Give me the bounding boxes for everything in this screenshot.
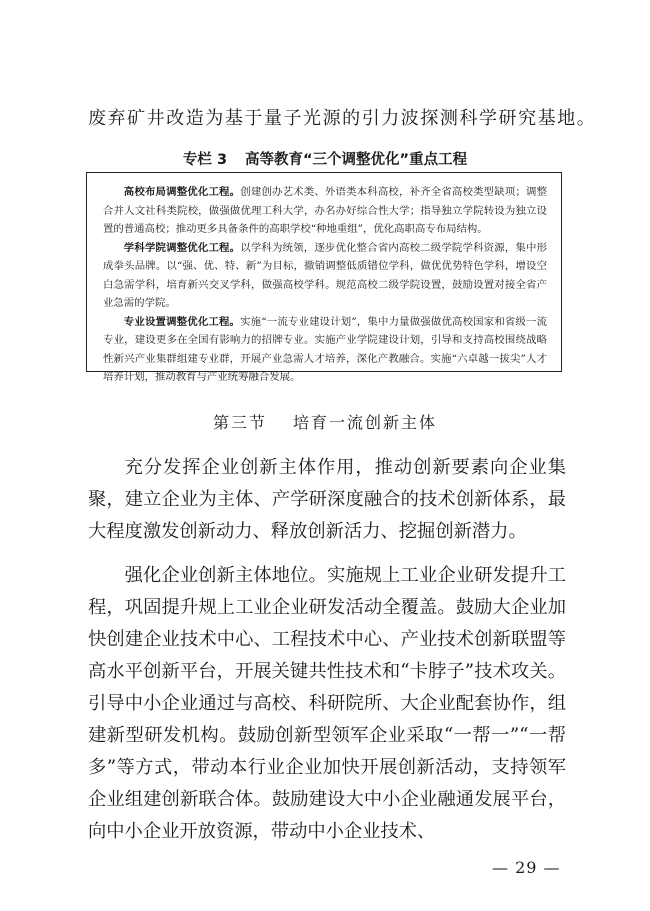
- section-title: 培育一流创新主体: [293, 413, 438, 432]
- box-item: [103, 183, 547, 239]
- box-label: 专栏 3: [182, 152, 228, 168]
- page-number: — 29 —: [492, 858, 561, 877]
- box-item-heading: 专业设置调整优化工程。: [123, 315, 241, 328]
- box-title: [0, 148, 650, 169]
- box-item-text: 创建创办艺术类、外语类本科高校，补齐全省高校类型缺项；调整合并人文社科类院校，做强做优理工科大学，办名办好综合性大学；指导独立学院转设为独立设置的普通高校；推动更多具备条件的高职学校“种地重组”，优化高职高专布局结构。: [103, 186, 548, 235]
- section-number: 第三节: [212, 413, 267, 432]
- box-item-heading: 学科学院调整优化工程。: [123, 241, 241, 254]
- body-text: [88, 452, 566, 848]
- section-heading: [0, 410, 650, 433]
- box-item-text: 以学科为统领，逐步优化整合省内高校二级学院学科资源，集中形成拳头品牌。以“强、优、特、新”为目标，撤销调整低质错位学科，做优优势特色学科，增设空白急需学科，培育新兴交叉学科，做强高校学科。规范高校二级学院设置，鼓励设置对接全省产业急需的学院。: [103, 241, 548, 309]
- box-item: [103, 313, 547, 387]
- box-item-text: 实施“一流专业建设计划”，集中力量做强做优高校国家和省级一流专业，建设更多在全国有影响力的招牌专业。实施产业学院建设计划，引导和支持高校围绕战略性新兴产业集群组建专业群，开展产业急需人才培养，深化产教融合。实施“六卓越一拔尖”人才培养计划，推动教育与产业统筹融合发展。: [103, 315, 548, 383]
- body-paragraph: 强化企业创新主体地位。实施规上工业企业研发提升工程，巩固提升规上工业企业研发活动全覆盖。鼓励大企业加快创建企业技术中心、工程技术中心、产业技术创新联盟等高水平创新平台，开展关键共性技术和“卡脖子”技术攻关。引导中小企业通过与高校、科研院所、大企业配套协作，组建新型研发机构。鼓励创新型领军企业采取“一帮一”“一帮多”等方式，带动本行业企业加快开展创新活动，支持领军企业组建创新联合体。鼓励建设大中小企业融通发展平台，向中小企业开放资源，带动中小企业技术、: [88, 565, 566, 842]
- column-box: [86, 172, 562, 383]
- body-paragraph: 充分发挥企业创新主体作用，推动创新要素向企业集聚，建立企业为主体、产学研深度融合的技术创新体系，最大程度激发创新动力、释放创新活力、挖掘创新潜力。: [88, 457, 566, 542]
- box-item-heading: 高校布局调整优化工程。: [123, 186, 241, 198]
- top-paragraph-line: 废弃矿井改造为基于量子光源的引力波探测科学研究基地。: [88, 108, 597, 129]
- box-title-text: 高等教育“三个调整优化”重点工程: [245, 152, 468, 168]
- box-item: [103, 239, 547, 313]
